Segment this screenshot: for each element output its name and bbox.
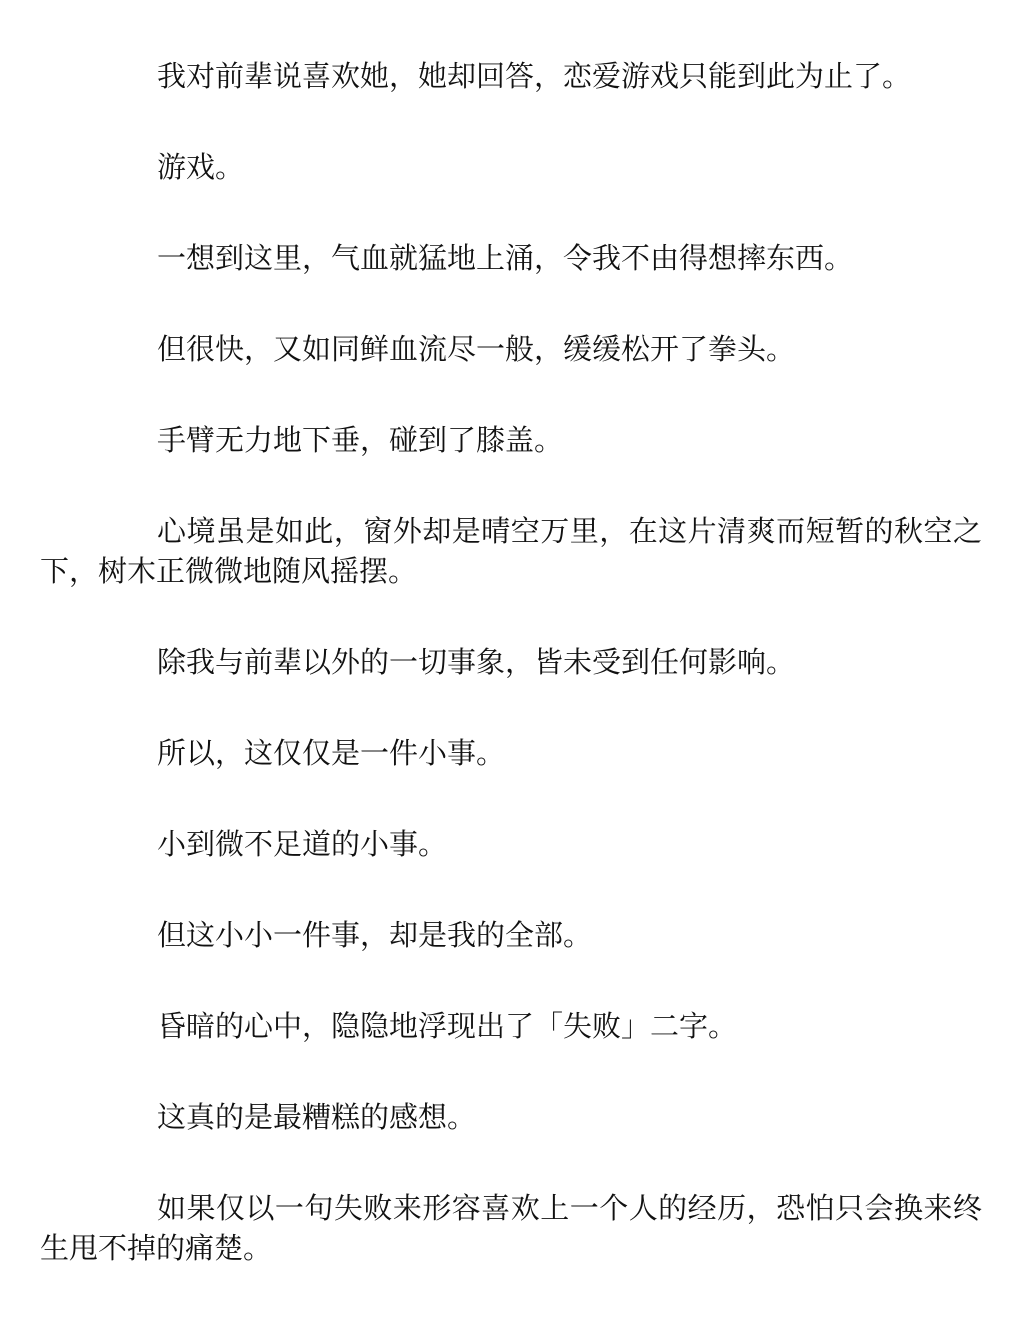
paragraph-2: 游戏。 <box>157 150 245 184</box>
paragraph-1: 我对前辈说喜欢她，她却回答，恋爱游戏只能到此为止了。 <box>157 59 912 93</box>
paragraph-5: 手臂无力地下垂，碰到了膝盖。 <box>157 423 564 457</box>
paragraph-9: 小到微不足道的小事。 <box>157 827 448 861</box>
paragraph-3: 一想到这里，气血就猛地上涌，令我不由得想摔东西。 <box>157 241 854 275</box>
paragraph-10: 但这小小一件事，却是我的全部。 <box>157 918 593 952</box>
paragraph-4: 但很快，又如同鲜血流尽一般，缓缓松开了拳头。 <box>157 332 796 366</box>
paragraph-8: 所以，这仅仅是一件小事。 <box>157 736 506 770</box>
paragraph-11: 昏暗的心中，隐隐地浮现出了「失败」二字。 <box>157 1009 738 1043</box>
paragraph-7: 除我与前辈以外的一切事象，皆未受到任何影响。 <box>157 645 796 679</box>
paragraph-12: 这真的是最糟糕的感想。 <box>157 1100 477 1134</box>
paragraph-6: 心境虽是如此，窗外却是晴空万里，在这片清爽而短暂的秋空之下，树木正微微地随风摇摆。 <box>40 514 982 588</box>
document-page <box>40 56 982 1268</box>
paragraph-13: 如果仅以一句失败来形容喜欢上一个人的经历，恐怕只会换来终生甩不掉的痛楚。 <box>40 1191 982 1265</box>
